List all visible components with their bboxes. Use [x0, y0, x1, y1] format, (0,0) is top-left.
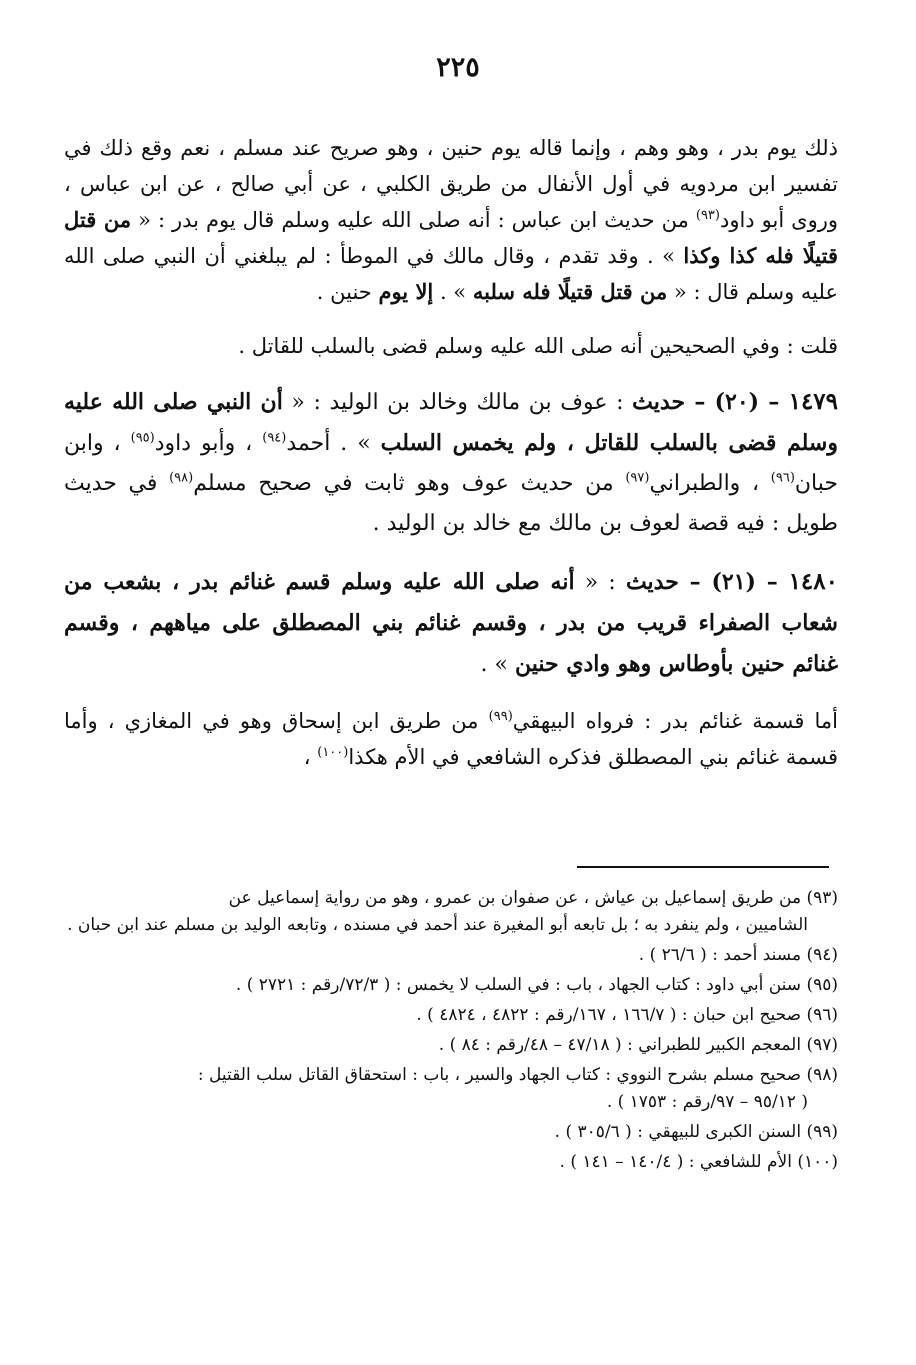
hadith-index: – (٢٠) – [685, 389, 789, 415]
text: : « [574, 570, 626, 595]
footnote-ref-98: (٩٨) [169, 470, 194, 486]
hadith-1480 [64, 562, 838, 685]
hadith-quote: أنه صلى الله عليه وسلم قسم غنائم بدر ، بشعب من شعاب الصفراء قريب من بدر ، وقسم غنائم بني المصطلق على مياههم ، وقسم غنائم حنين بأوطاس وهو وادي حنين [64, 569, 838, 677]
emphasis: إلا يوم [378, 279, 434, 304]
footnote-text: (٩٣) من طريق إسماعيل بن عياش ، عن صفوان بن عمرو ، وهو من رواية إسماعيل عن [228, 888, 838, 908]
hadith-label: حديث [625, 569, 679, 595]
footnote-ref-97: (٩٧) [625, 470, 650, 486]
footnotes [64, 885, 838, 1179]
footnote-text: (٩٨) صحيح مسلم بشرح النووي : كتاب الجهاد والسير ، باب : استحقاق القاتل سلب القتيل : [197, 1065, 838, 1085]
footnote-98 [64, 1062, 838, 1116]
hadith-quote: من قتل قتيلًا فله سلبه [472, 279, 668, 304]
hadith-index: – (٢١) – [678, 569, 789, 595]
footnote-text: (٩٧) المعجم الكبير للطبراني : ( ٤٧/١٨ – ٤٨/رقم : ٨٤ ) . [438, 1035, 838, 1055]
text: ، والطبراني [649, 471, 771, 496]
paragraph-intro [64, 130, 838, 310]
hadith-quote: أن النبي صلى الله عليه وسلم قضى بالسلب للقاتل ، ولم يخمس السلب [64, 389, 838, 456]
hadith-number: ١٤٨٠ [788, 568, 838, 595]
footnote-continuation: ( ٩٥/١٢ – ٩٧/رقم : ١٧٥٣ ) . [606, 1092, 808, 1112]
footnote-text: (٩٥) سنن أبي داود : كتاب الجهاد ، باب : في السلب لا يخمس : ( ٧٢/٣/رقم : ٢٧٢١ ) . [235, 975, 838, 995]
text: ، [303, 745, 318, 769]
text: : عوف بن مالك وخالد بن الوليد : « [282, 390, 633, 415]
footnote-continuation: الشاميين ، ولم ينفرد به ؛ بل تابعه أبو المغيرة عند أحمد في مسنده ، وتابعه الوليد بن مسلم عند ابن حبان . [67, 915, 808, 935]
hadith-quote: من قتل قتيلًا فله كذا وكذا [64, 207, 838, 268]
paragraph-note: قلت : وفي الصحيحين أنه صلى الله عليه وسلم قضى بالسلب للقاتل . [238, 334, 838, 358]
footnote-97 [64, 1032, 838, 1059]
text: من حديث ابن عباس : أنه صلى الله عليه وسلم قال يوم بدر : « [131, 208, 696, 232]
footnote-text: (١٠٠) الأم للشافعي : ( ١٤٠/٤ – ١٤١ ) . [559, 1152, 838, 1172]
footnote-100 [64, 1149, 838, 1176]
text: ، وأبو داود [154, 431, 263, 456]
footnote-99 [64, 1119, 838, 1146]
footnote-94 [64, 942, 838, 969]
footnote-ref-94: (٩٤) [262, 430, 287, 446]
footnote-93 [64, 885, 838, 939]
text: » . أحمد [286, 431, 381, 456]
text: من حديث عوف وهو ثابت في صحيح مسلم [193, 471, 626, 496]
text: حنين . [316, 280, 379, 304]
footnote-text: (٩٤) مسند أحمد : ( ٢٦/٦ ) . [638, 945, 838, 965]
footnote-ref-96: (٩٦) [770, 470, 795, 486]
footnote-96 [64, 1002, 838, 1029]
text: » . وقد تقدم ، وقال مالك في الموطأ : لم يبلغني أن النبي صلى الله عليه وسلم قال : « [64, 244, 838, 304]
footnote-ref-100: (١٠٠) [317, 745, 349, 760]
footnote-ref-99: (٩٩) [488, 709, 513, 724]
text: في حديث طويل : فيه قصة لعوف بن مالك مع خالد بن الوليد . [64, 471, 838, 536]
hadith-number: ١٤٧٩ [788, 388, 839, 415]
paragraph-commentary [64, 703, 838, 775]
footnote-text: (٩٦) صحيح ابن حبان : ( ١٦٦/٧ ، ١٦٧/رقم : ٤٨٢٢ ، ٤٨٢٤ ) . [416, 1005, 838, 1025]
text: أما قسمة غنائم بدر : فرواه البيهقي [512, 709, 838, 733]
hadith-label: حديث [632, 389, 686, 415]
footnote-ref-93: (٩٣) [695, 208, 720, 223]
hadith-1479 [64, 382, 838, 544]
footnote-divider [577, 866, 829, 868]
text: من طريق ابن إسحاق وهو في المغازي ، وأما قسمة غنائم بني المصطلق فذكره الشافعي في الأم هكذا [64, 709, 838, 769]
footnote-ref-95: (٩٥) [130, 430, 155, 446]
text: ، وابن حبان [64, 431, 838, 496]
text: » . [433, 280, 473, 304]
page-number: ٢٢٥ [436, 52, 480, 83]
footnote-95 [64, 972, 838, 999]
main-text [64, 130, 838, 775]
text: ذلك يوم بدر ، وهو وهم ، وإنما قاله يوم حنين ، وهو صريح عند مسلم ، نعم وقع ذلك في تفسير ابن مردويه في أول الأنفال من طريق الكلبي ، عن أبي صالح ، عن ابن عباس ، وروى أبو داود [64, 136, 839, 232]
text: » . [480, 652, 515, 677]
footnote-text: (٩٩) السنن الكبرى للبيهقي : ( ٣٠٥/٦ ) . [554, 1122, 838, 1142]
